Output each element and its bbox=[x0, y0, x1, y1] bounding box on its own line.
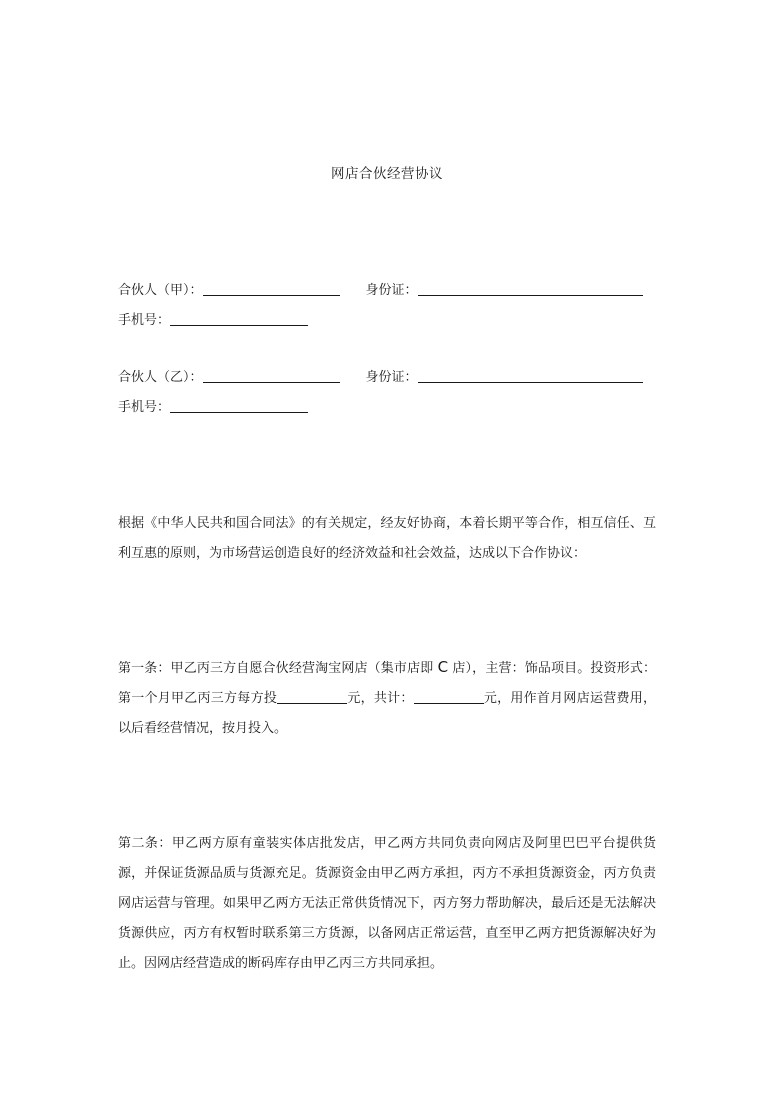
partner-a-name-blank bbox=[203, 281, 340, 296]
partner-a-row bbox=[118, 281, 643, 301]
preamble-text: 根据《中华人民共和国合同法》的有关规定，经友好协商，本着长期平等合作，相互信任、互利互惠的原则，为市场营运创造良好的经济效益和社会效益，达成以下合作协议： bbox=[118, 516, 656, 561]
partner-b-phone-row bbox=[118, 398, 308, 418]
article-1-paragraph bbox=[118, 652, 656, 744]
partner-a-phone-row bbox=[118, 311, 308, 331]
article-1-part2: 店），主营：饰品项目。投资形式：第一个月甲乙丙三方每方投 bbox=[118, 661, 656, 706]
partner-a-phone-label: 手机号： bbox=[118, 313, 171, 328]
investment-total-blank bbox=[414, 689, 484, 704]
article-1-part1: 第一条：甲乙丙三方自愿合伙经营淘宝网店（集市店即 bbox=[118, 661, 438, 676]
partner-b-id-label: 身份证： bbox=[365, 370, 418, 385]
article-2-paragraph bbox=[118, 829, 656, 979]
partner-a-phone-blank bbox=[170, 311, 308, 326]
partner-b-row bbox=[118, 368, 643, 388]
partner-b-phone-blank bbox=[170, 398, 308, 413]
partner-b-label: 合伙人（乙）： bbox=[118, 370, 203, 385]
article-2-text: 第二条：甲乙两方原有童装实体店批发店，甲乙两方共同负责向网店及阿里巴巴平台提供货源，并保证货源品质与货源充足。货源资金由甲乙两方承担，丙方不承担货源资金，丙方负责网店运营与管理。如果甲乙两方无法正常供货情况下，丙方努力帮助解决，最后还是无法解决货源供应，丙方有权暂时联系第三方货源，以备网店正常运营，直至甲乙两方把货源解决好为止。因网店经营造成的断码库存由甲乙丙三方共同承担。 bbox=[118, 836, 656, 971]
article-1-letter: C bbox=[437, 658, 449, 676]
partner-a-id-label: 身份证： bbox=[365, 283, 418, 298]
partner-b-phone-label: 手机号： bbox=[118, 400, 171, 415]
investment-per-party-blank bbox=[277, 689, 347, 704]
partner-b-name-blank bbox=[203, 368, 340, 383]
document-title: 网店合伙经营协议 bbox=[331, 166, 443, 182]
partner-b-id-blank bbox=[418, 368, 643, 383]
article-1-part4: 元，用作首月网店运营费用，以后看经营情况，按月投入。 bbox=[118, 691, 656, 736]
article-1-text bbox=[118, 652, 656, 744]
partner-a-label: 合伙人（甲）： bbox=[118, 283, 203, 298]
article-1-part3: 元，共计： bbox=[347, 691, 414, 706]
preamble-paragraph bbox=[118, 509, 656, 569]
partner-a-id-blank bbox=[418, 281, 643, 296]
